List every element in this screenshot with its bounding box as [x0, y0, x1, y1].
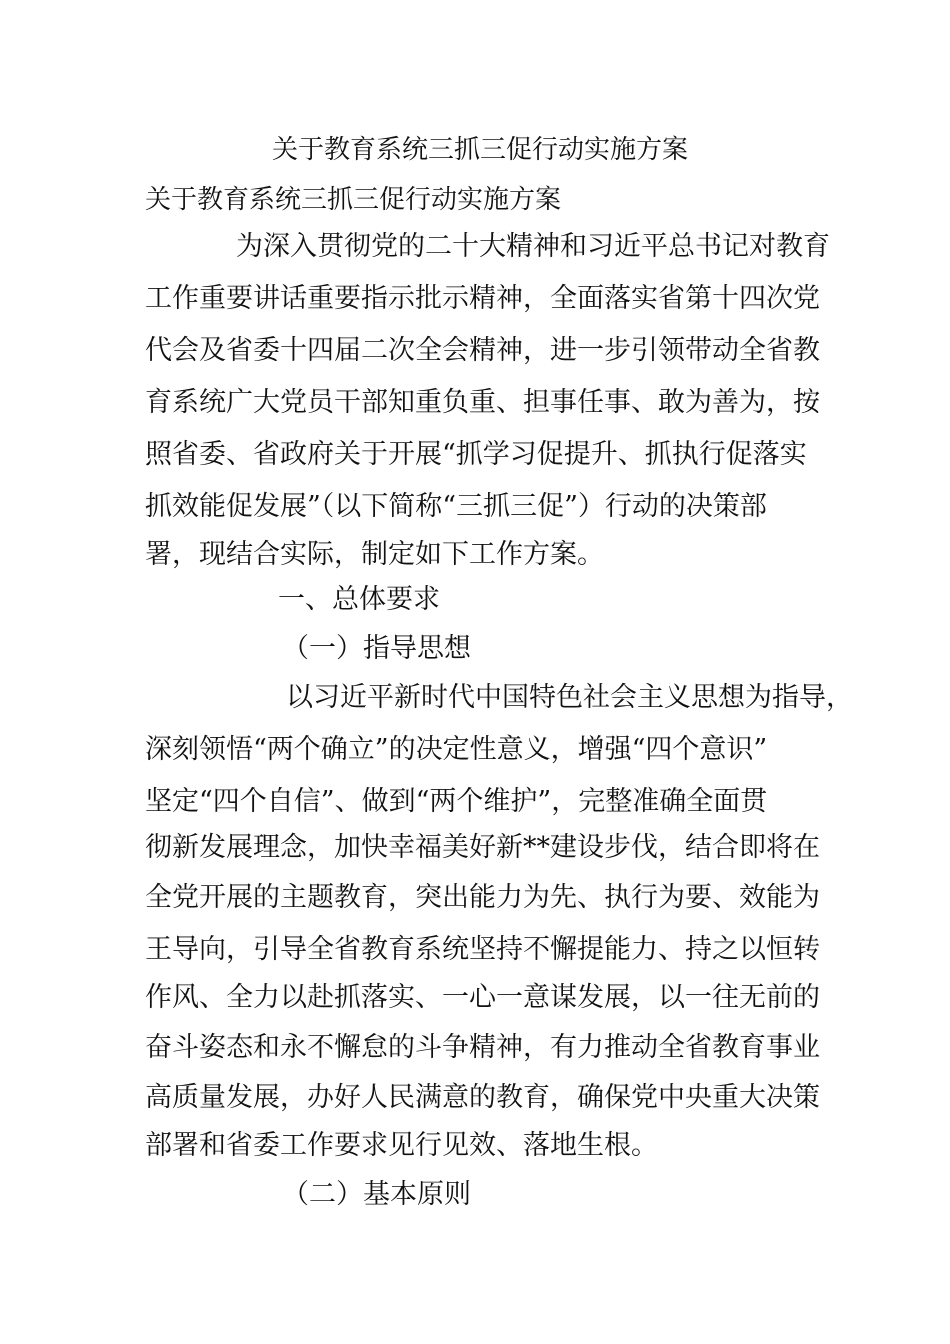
paragraph-line: 彻新发展理念，加快幸福美好新**建设步伐，结合即将在 [145, 832, 820, 863]
paragraph-line: 作风、全力以赴抓落实、一心一意谋发展，以一往无前的 [145, 982, 820, 1013]
paragraph-line: 工作重要讲话重要指示批示精神，全面落实省第十四次党 [145, 283, 820, 314]
paragraph-line: 抓效能促发展”（以下简称“三抓三促”）行动的决策部 [145, 491, 767, 522]
paragraph-line: 照省委、省政府关于开展“抓学习促提升、抓执行促落实 [145, 439, 807, 470]
paragraph-line: 王导向，引导全省教育系统坚持不懈提能力、持之以恒转 [145, 934, 820, 965]
paragraph-line: 部署和省委工作要求见行见效、落地生根。 [145, 1130, 658, 1161]
paragraph-line: 全党开展的主题教育，突出能力为先、执行为要、效能为 [145, 882, 820, 913]
paragraph-line: 署，现结合实际，制定如下工作方案。 [145, 539, 604, 570]
paragraph-line: 坚定“四个自信”、做到“两个维护”，完整准确全面贯 [145, 786, 768, 817]
subsection-heading: （一）指导思想 [282, 633, 471, 664]
paragraph-line: 高质量发展，办好人民满意的教育，确保党中央重大决策 [145, 1082, 820, 1113]
paragraph-line: 代会及省委十四届二次全会精神，进一步引领带动全省教 [145, 335, 820, 366]
paragraph-line: 以习近平新时代中国特色社会主义思想为指导， [286, 682, 853, 713]
subsection-heading: （二）基本原则 [282, 1179, 471, 1210]
document-subtitle: 关于教育系统三抓三促行动实施方案 [145, 185, 562, 215]
paragraph-line: 深刻领悟“两个确立”的决定性意义，增强“四个意识” [145, 734, 768, 765]
paragraph-line: 奋斗姿态和永不懈怠的斗争精神，有力推动全省教育事业 [145, 1032, 820, 1063]
section-heading: 一、总体要求 [278, 584, 440, 615]
paragraph-line: 育系统广大党员干部知重负重、担事任事、敢为善为，按 [145, 387, 820, 418]
document-title: 关于教育系统三抓三促行动实施方案 [272, 135, 689, 165]
paragraph-line: 为深入贯彻党的二十大精神和习近平总书记对教育 [236, 231, 830, 262]
